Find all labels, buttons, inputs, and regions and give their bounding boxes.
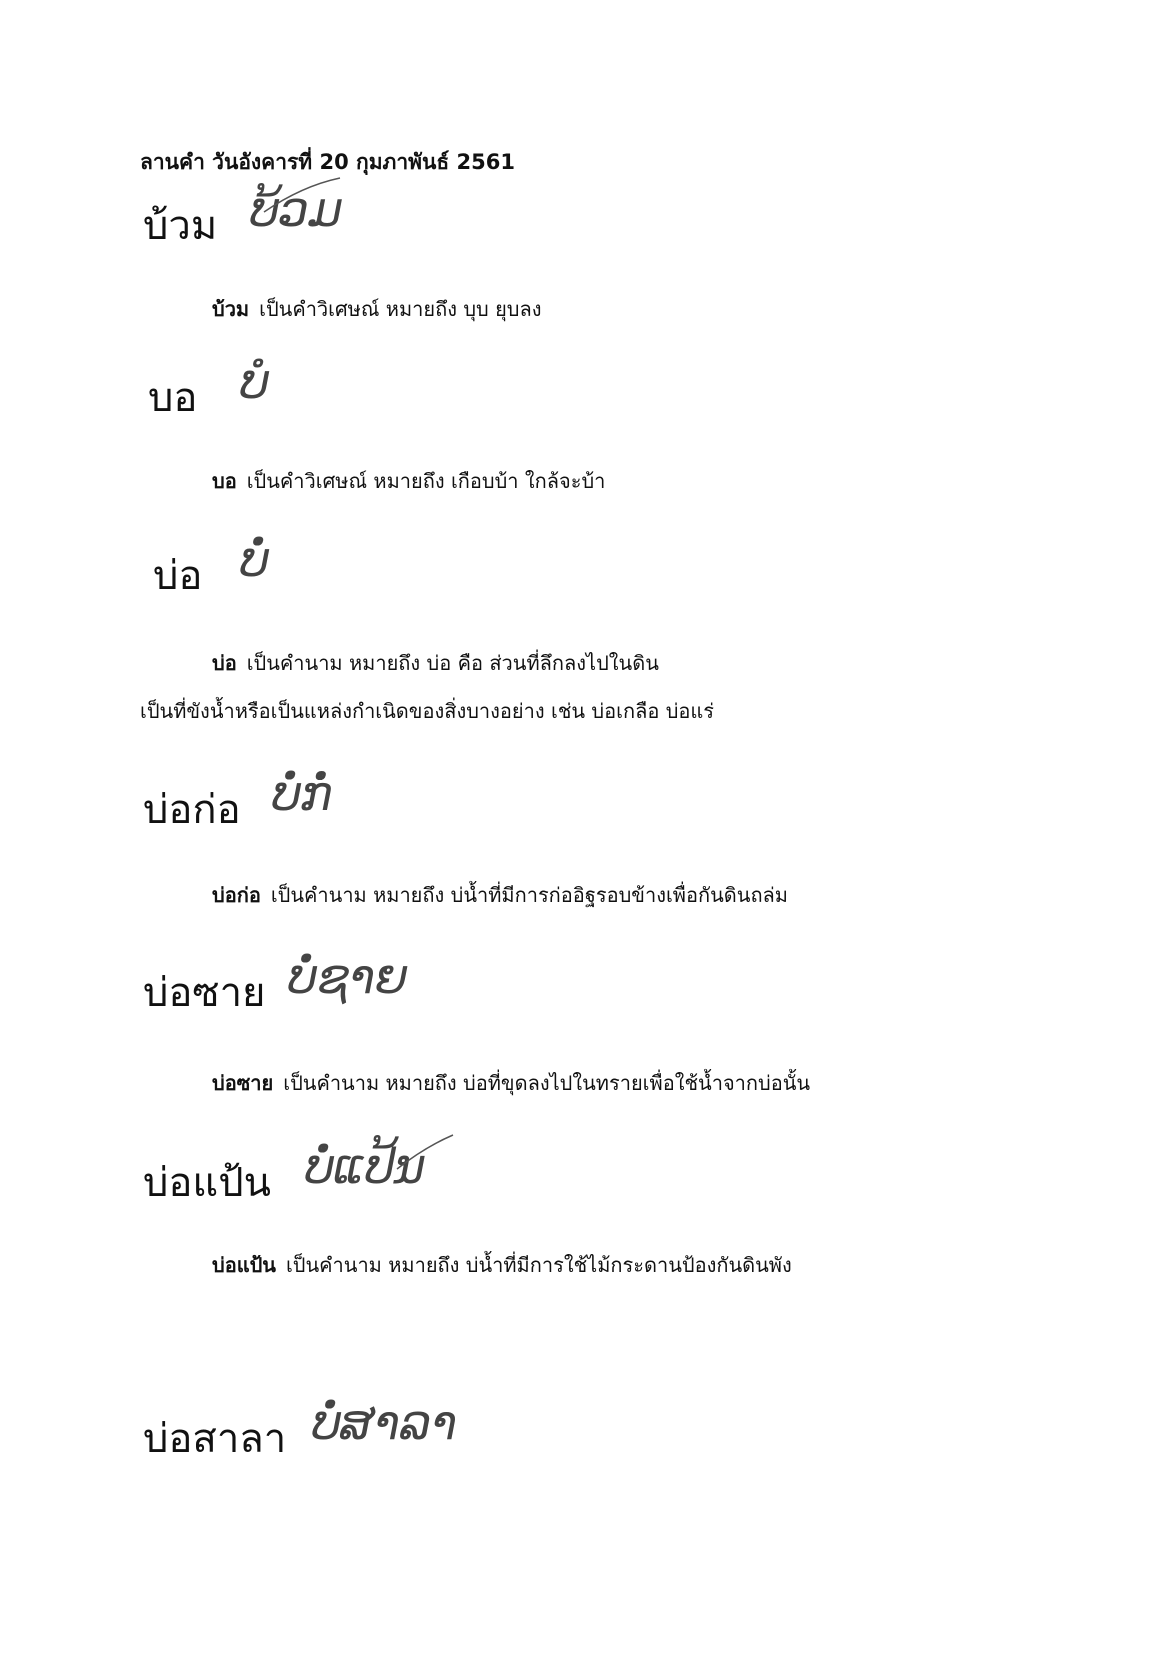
lao-script: ບໍ່ແປ້ນ	[305, 1139, 426, 1195]
definition	[140, 286, 1100, 333]
definition-text: เป็นคำวิเศษณ์ หมายถึง เกือบบ้า ใกล้จะบ้า	[246, 469, 606, 493]
definition	[140, 640, 1100, 687]
definition-term: บ้วม	[212, 297, 250, 321]
definition-term: บ่อซาย	[212, 1071, 274, 1095]
headword: บ่อ	[153, 553, 203, 599]
headword: บอ	[148, 375, 198, 421]
lao-script: ບໍ່ສາລາ	[312, 1395, 458, 1451]
lao-script: ບໍ່ກໍ່	[272, 766, 333, 822]
lao-script: ບໍ່	[240, 532, 269, 588]
headword: บ่อสาลา	[143, 1416, 287, 1462]
definition-term: บ่อแป้น	[212, 1253, 276, 1277]
decorative-stroke-icon	[262, 176, 342, 216]
definition-text: เป็นคำนาม หมายถึง บ่น้ำที่มีการใช้ไม้กระดานป้องกันดินพัง	[285, 1253, 792, 1277]
headword: บ่อก่อ	[143, 787, 241, 833]
page-header: ลานคำ วันอังคารที่ 20 กุมภาพันธ์ 2561	[140, 150, 515, 174]
headword: บ้วม	[143, 203, 218, 249]
definition	[140, 872, 1100, 919]
headword: บ่อแป้น	[143, 1160, 271, 1206]
definition-text: เป็นคำนาม หมายถึง บ่อที่ขุดลงไปในทรายเพื่อใช้น้ำจากบ่อนั้น	[283, 1071, 811, 1095]
definition	[140, 1242, 1100, 1289]
lao-script: ບ້ວມ	[250, 182, 343, 238]
decorative-stroke-icon	[395, 1133, 455, 1173]
lao-script: ບໍ	[240, 354, 269, 410]
definition-term: บ่อก่อ	[212, 883, 261, 907]
lao-script: ບໍ່ຊາຍ	[288, 949, 409, 1005]
definition-continuation: เป็นที่ขังน้ำหรือเป็นแหล่งกำเนิดของสิ่งบางอย่าง เช่น บ่อเกลือ บ่อแร่	[140, 699, 715, 723]
definition-term: บ่อ	[212, 651, 237, 675]
definition	[140, 458, 1100, 505]
definition	[140, 1060, 1100, 1107]
definition-text: เป็นคำนาม หมายถึง บ่อ คือ ส่วนที่ลึกลงไปในดิน	[246, 651, 659, 675]
definition-text: เป็นคำวิเศษณ์ หมายถึง บุบ ยุบลง	[259, 297, 542, 321]
definition-text: เป็นคำนาม หมายถึง บ่น้ำที่มีการก่ออิฐรอบข้างเพื่อกันดินถล่ม	[270, 883, 788, 907]
headword: บ่อซาย	[143, 970, 266, 1016]
definition-term: บอ	[212, 469, 237, 493]
